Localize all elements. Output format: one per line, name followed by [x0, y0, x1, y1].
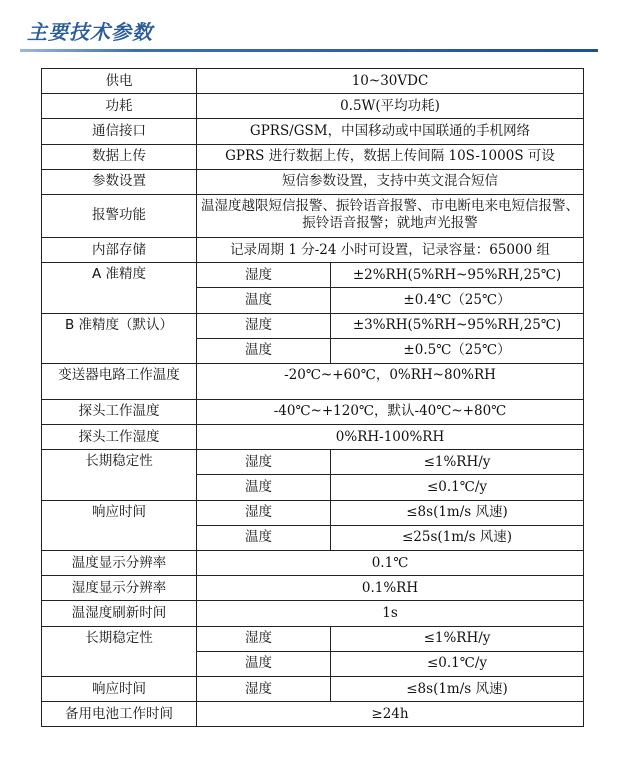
row-label: 供电: [42, 69, 197, 94]
sub-value: ≤8s(1m/s 风速): [331, 676, 584, 701]
row-label: 湿度显示分辨率: [42, 576, 197, 601]
row-label: 探头工作温度: [42, 399, 197, 424]
sub-value: ±3%RH(5%RH~95%RH,25℃): [331, 313, 584, 338]
row-value: 0.1℃: [197, 551, 584, 576]
sub-label: 湿度: [197, 676, 331, 701]
sub-value: ≤8s(1m/s 风速): [331, 500, 584, 525]
sub-label: 温度: [197, 525, 331, 550]
sub-value: ±0.5℃（25℃）: [331, 338, 584, 363]
table-row: [42, 194, 584, 237]
sub-label: 温度: [197, 651, 331, 676]
table-row: [42, 500, 584, 525]
row-value: 0.5W(平均功耗): [197, 94, 584, 119]
row-label: 数据上传: [42, 144, 197, 169]
row-label: 报警功能: [42, 194, 197, 237]
row-value: 记录周期 1 分-24 小时可设置，记录容量：65000 组: [197, 237, 584, 262]
row-value: 温湿度越限短信报警、振铃语音报警、市电断电来电短信报警、振铃语音报警；就地声光报警: [197, 194, 584, 237]
table-row: [42, 363, 584, 399]
row-label: 变送器电路工作温度: [42, 363, 197, 399]
table-row: [42, 626, 584, 651]
table-row: [42, 313, 584, 338]
table-row: [42, 702, 584, 727]
row-value: -20℃~+60℃，0%RH~80%RH: [197, 363, 584, 399]
table-row: [42, 119, 584, 144]
sub-value: ≤1%RH/y: [331, 450, 584, 475]
row-label: 内部存储: [42, 237, 197, 262]
table-row: [42, 450, 584, 475]
table-row: [42, 551, 584, 576]
row-label: 响应时间: [42, 676, 197, 701]
row-value: GPRS 进行数据上传，数据上传间隔 10S-1000S 可设: [197, 144, 584, 169]
table-row: [42, 425, 584, 450]
row-label: 功耗: [42, 94, 197, 119]
row-label: 长期稳定性: [42, 626, 197, 676]
row-label: 参数设置: [42, 169, 197, 194]
row-label: 备用电池工作时间: [42, 702, 197, 727]
sub-value: ±2%RH(5%RH~95%RH,25℃): [331, 263, 584, 288]
sub-value: ≤25s(1m/s 风速): [331, 525, 584, 550]
row-value: ≥24h: [197, 702, 584, 727]
table-row: [42, 144, 584, 169]
row-value: GPRS/GSM，中国移动或中国联通的手机网络: [197, 119, 584, 144]
row-label: 探头工作湿度: [42, 425, 197, 450]
section-heading: 主要技术参数: [27, 20, 153, 44]
sub-label: 湿度: [197, 626, 331, 651]
table-row: [42, 576, 584, 601]
sub-label: 湿度: [197, 263, 331, 288]
row-label: A 准精度: [42, 263, 197, 313]
row-value: 10~30VDC: [197, 69, 584, 94]
row-value: -40℃~+120℃，默认-40℃~+80℃: [197, 399, 584, 424]
table-row: [42, 169, 584, 194]
sub-label: 温度: [197, 288, 331, 313]
table-row: [42, 69, 584, 94]
row-value: 0%RH-100%RH: [197, 425, 584, 450]
heading-underline: [20, 49, 598, 52]
table-row: [42, 94, 584, 119]
sub-label: 温度: [197, 338, 331, 363]
row-label: 长期稳定性: [42, 450, 197, 500]
sub-label: 温度: [197, 475, 331, 500]
row-label: 温度显示分辨率: [42, 551, 197, 576]
row-label: 通信接口: [42, 119, 197, 144]
tech-specs-table: [41, 68, 584, 727]
sub-label: 湿度: [197, 313, 331, 338]
table-row: [42, 263, 584, 288]
sub-label: 湿度: [197, 450, 331, 475]
table-row: [42, 601, 584, 626]
sub-value: ±0.4℃（25℃）: [331, 288, 584, 313]
sub-value: ≤0.1℃/y: [331, 475, 584, 500]
row-value: 短信参数设置，支持中英文混合短信: [197, 169, 584, 194]
row-value: 0.1%RH: [197, 576, 584, 601]
table-row: [42, 237, 584, 262]
table-row: [42, 676, 584, 701]
row-label: 响应时间: [42, 500, 197, 550]
row-label: B 准精度（默认）: [42, 313, 197, 363]
row-label: 温湿度刷新时间: [42, 601, 197, 626]
sub-value: ≤0.1℃/y: [331, 651, 584, 676]
row-value: 1s: [197, 601, 584, 626]
sub-value: ≤1%RH/y: [331, 626, 584, 651]
sub-label: 湿度: [197, 500, 331, 525]
table-row: [42, 399, 584, 424]
